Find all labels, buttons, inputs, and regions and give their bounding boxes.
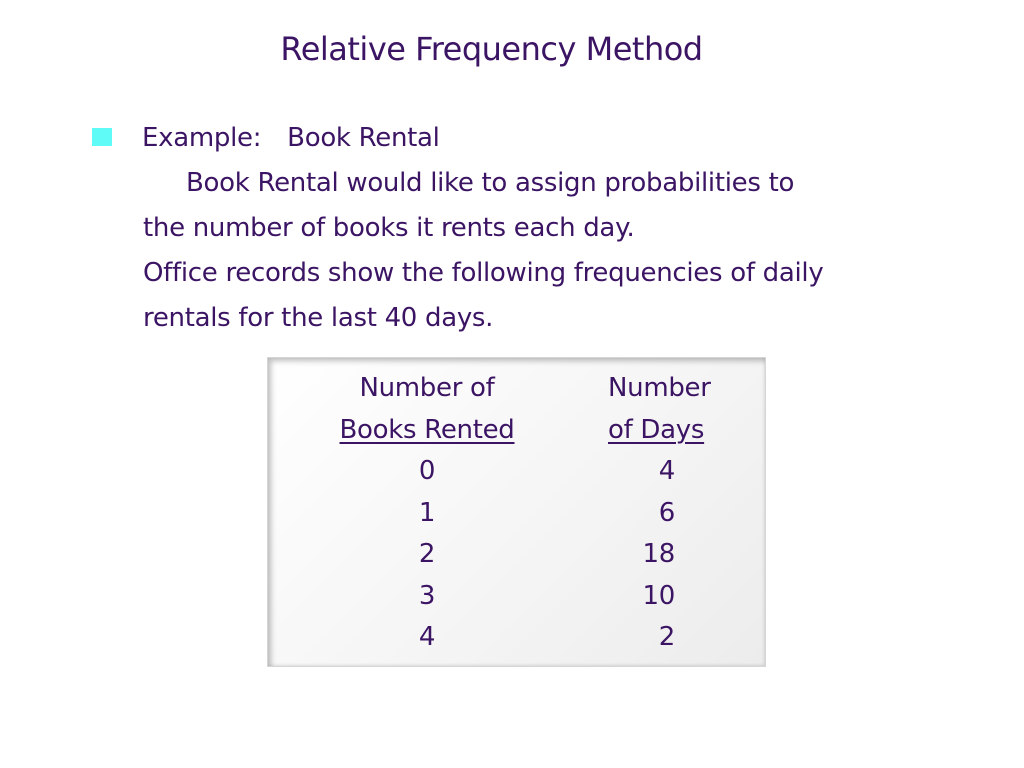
table-cell: 6 (658, 497, 675, 528)
column-header: Number (608, 373, 711, 403)
books-rented-column (322, 368, 532, 659)
table-cell: 18 (642, 539, 675, 569)
body-line: rentals for the last 40 days. (143, 303, 494, 333)
number-of-days-column (588, 368, 738, 659)
column-header (588, 410, 738, 452)
table-cell: 4 (418, 622, 436, 652)
column-header-underlined: of Days (608, 414, 705, 445)
table-cell: 2 (658, 622, 675, 652)
example-title: Book Rental (287, 123, 440, 153)
column-header (322, 410, 532, 452)
body-line: the number of books it rents each day. (143, 213, 635, 243)
table-cell: 1 (418, 497, 436, 528)
table-cell: 10 (642, 580, 675, 611)
table-cell: 0 (418, 456, 436, 486)
frequency-table (267, 357, 766, 667)
column-header: Number of (359, 373, 495, 403)
table-cell: 4 (658, 456, 675, 486)
body-line: Office records show the following frequencies of daily (143, 258, 824, 288)
body-line: Book Rental would like to assign probabilities to (186, 168, 795, 198)
bullet-heading (142, 121, 440, 155)
example-label: Example: (142, 123, 262, 153)
square-bullet-icon (92, 128, 112, 146)
column-header-underlined: Books Rented (339, 414, 515, 445)
slide-title: Relative Frequency Method (280, 30, 703, 68)
table-cell: 3 (418, 580, 436, 611)
table-cell: 2 (418, 539, 436, 569)
